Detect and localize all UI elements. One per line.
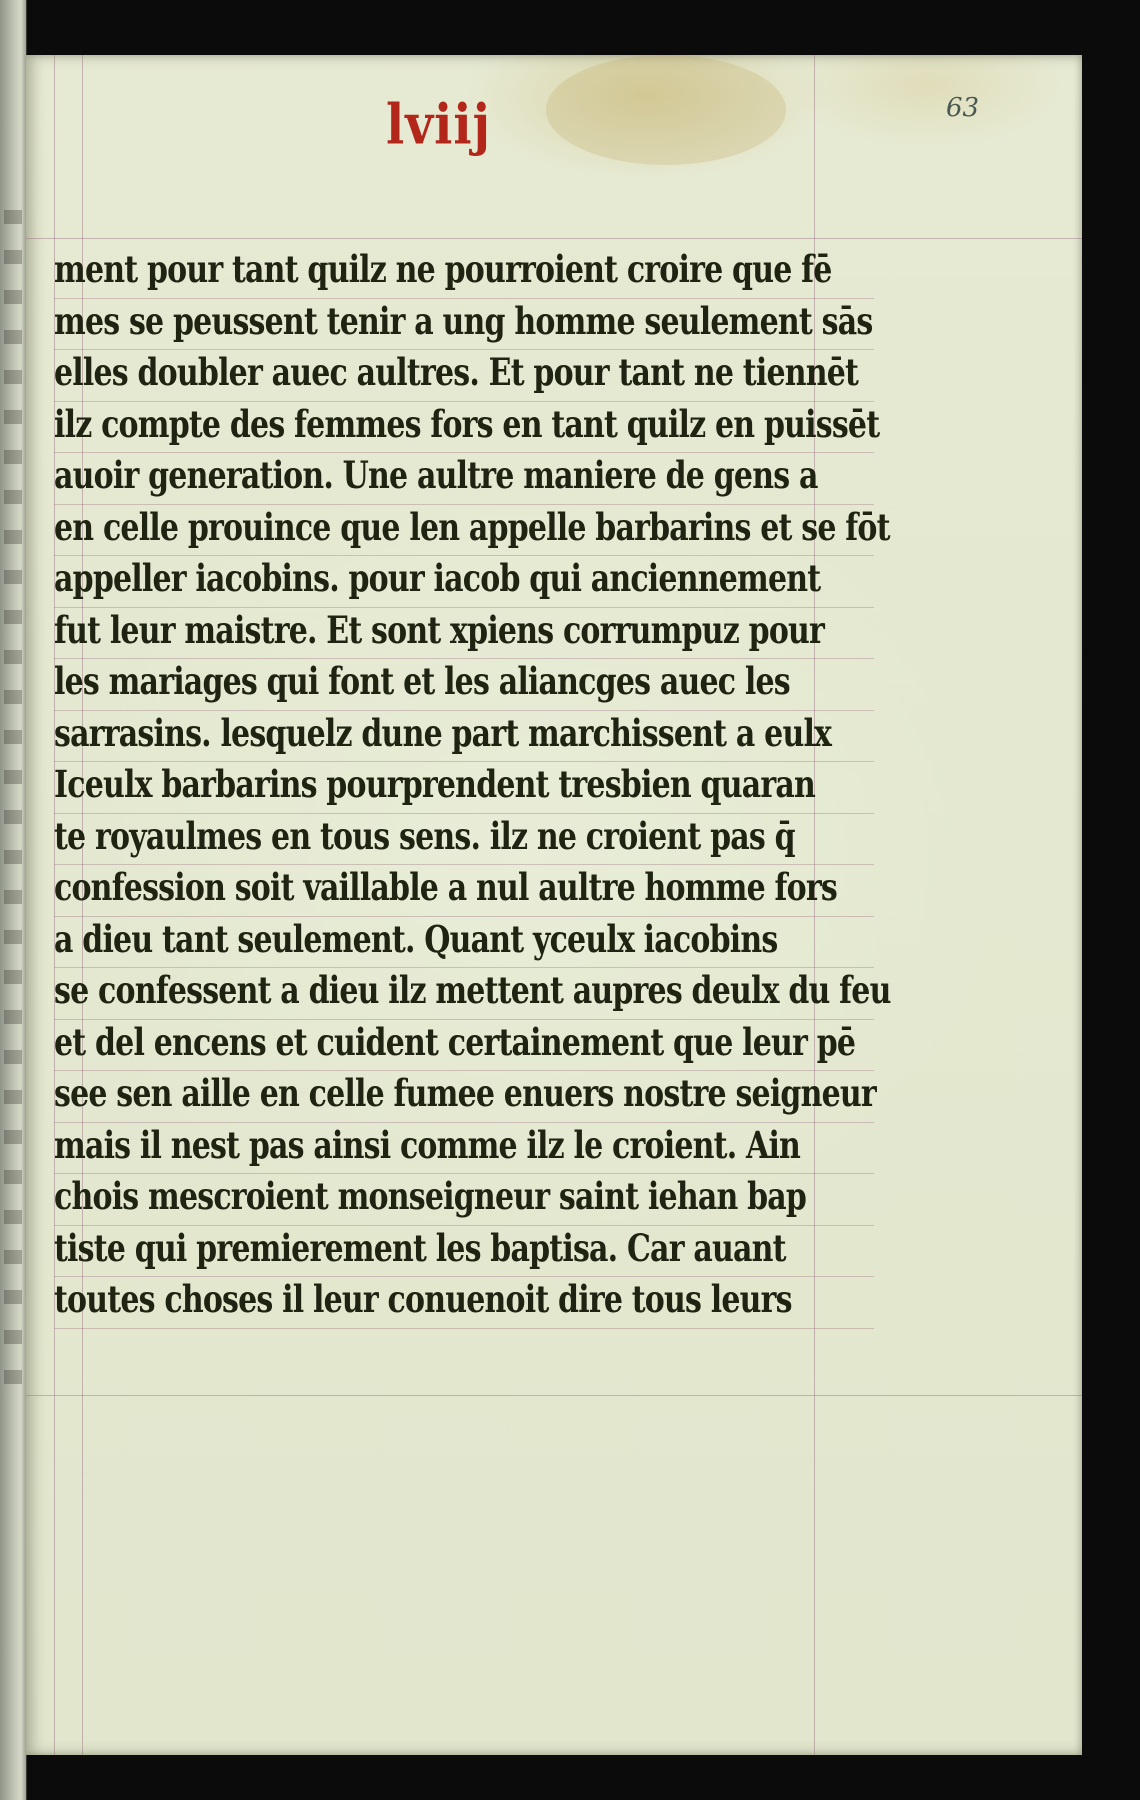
text-line: ilz compte des femmes fors en tant quilz en puissēt [54,402,874,454]
text-line: appeller iacobins. pour iacob qui anciennement [54,556,874,608]
text-line: les mariages qui font et les aliancges auec les [54,659,874,711]
text-line: en celle prouince que len appelle barbarins et se fōt [54,505,874,557]
text-line: se confessent a dieu ilz mettent aupres deulx du feu [54,968,874,1020]
text-line: elles doubler auec aultres. Et pour tant ne tiennēt [54,350,874,402]
rubric-heading: lviij [386,92,491,158]
previous-leaf-text-fragments [4,210,22,1390]
ruling-bottom [26,1395,1082,1396]
text-line: see sen aille en celle fumee enuers nostre seigneur [54,1071,874,1123]
text-line: chois mescroient monseigneur saint iehan bap [54,1174,874,1226]
previous-leaf-edge [0,0,27,1800]
text-block [54,247,891,1329]
text-line: te royaulmes en tous sens. ilz ne croient pas q̄ [54,814,874,866]
text-line: ment pour tant quilz ne pourroient croire que fē [54,247,874,299]
text-line: mais il nest pas ainsi comme ilz le croient. Ain [54,1123,874,1175]
folio-number: 63 [946,93,980,123]
text-line: fut leur maistre. Et sont xpiens corrumpuz pour [54,608,874,660]
text-line: toutes choses il leur conuenoit dire tous leurs [54,1277,874,1329]
text-line: confession soit vaillable a nul aultre homme fors [54,865,874,917]
text-line: tiste qui premierement les baptisa. Car auant [54,1226,874,1278]
text-line: Iceulx barbarins pourprendent tresbien quaran [54,762,874,814]
text-line: a dieu tant seulement. Quant yceulx iacobins [54,917,874,969]
text-line: auoir generation. Une aultre maniere de gens a [54,453,874,505]
text-line: mes se peussent tenir a ung homme seulement sās [54,299,874,351]
text-line: sarrasins. lesquelz dune part marchissent a eulx [54,711,874,763]
manuscript-page [26,55,1082,1755]
water-stain [546,55,786,165]
text-line: et del encens et cuident certainement que leur pē [54,1020,874,1072]
